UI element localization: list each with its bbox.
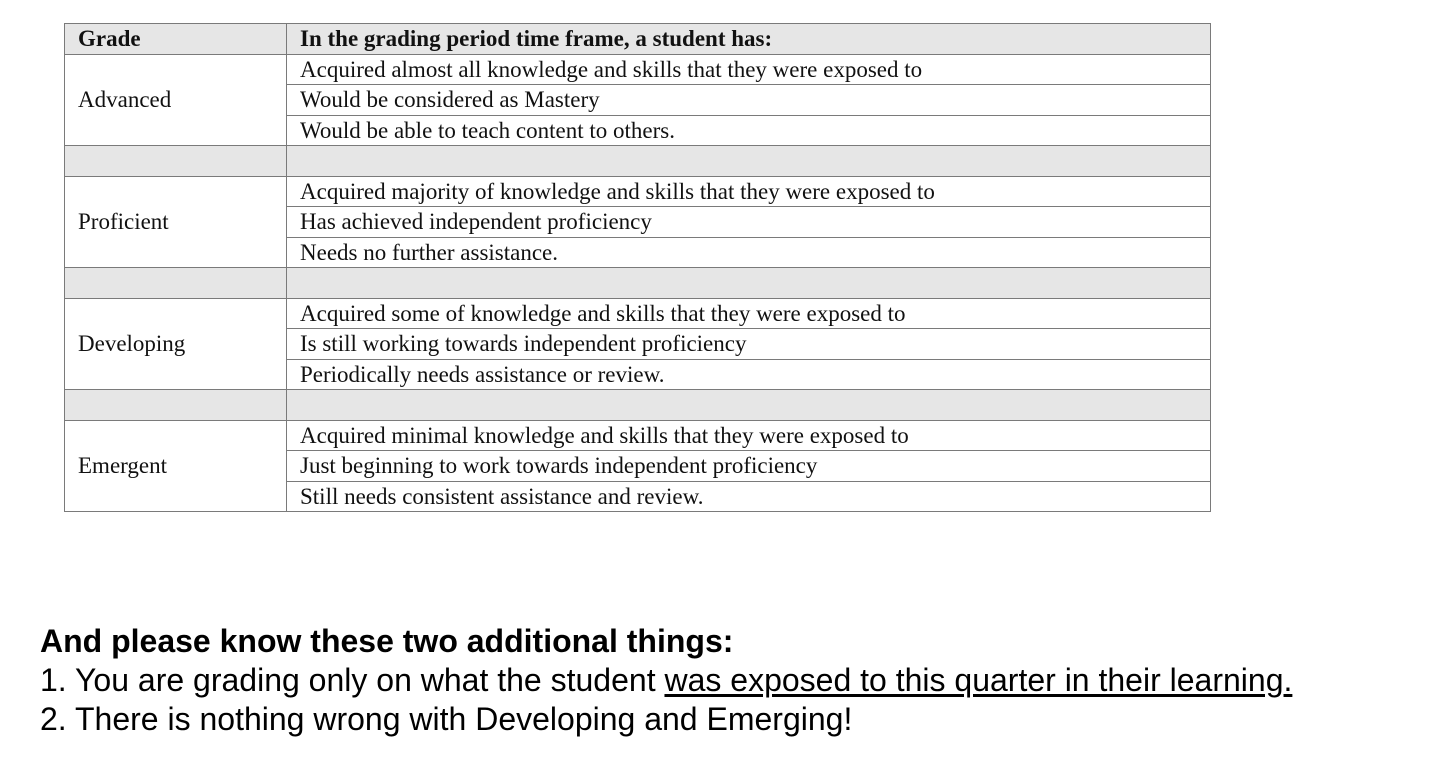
spacer-cell: [287, 390, 1211, 421]
grading-rubric-table: [64, 23, 1211, 512]
table-row: [65, 298, 1211, 329]
note-item-1-underlined: was exposed to this quarter in their learning.: [664, 662, 1293, 698]
spacer-cell: [65, 268, 287, 299]
notes-heading: And please know these two additional things:: [40, 623, 734, 659]
grade-column-header: Grade: [65, 24, 287, 55]
criteria-cell: Would be considered as Mastery: [287, 85, 1211, 116]
criteria-cell: Acquired some of knowledge and skills that they were exposed to: [287, 298, 1211, 329]
criteria-cell: Is still working towards independent proficiency: [287, 329, 1211, 360]
additional-notes: [40, 622, 1292, 739]
criteria-cell: Has achieved independent proficiency: [287, 207, 1211, 238]
criteria-column-header: In the grading period time frame, a student has:: [287, 24, 1211, 55]
spacer-row: [65, 390, 1211, 421]
table-header-row: [65, 24, 1211, 55]
table-row: [65, 420, 1211, 451]
spacer-row: [65, 146, 1211, 177]
table-row: [65, 176, 1211, 207]
criteria-cell: Needs no further assistance.: [287, 237, 1211, 268]
criteria-cell: Acquired almost all knowledge and skills that they were exposed to: [287, 54, 1211, 85]
grade-developing: Developing: [65, 298, 287, 390]
table-row: [65, 54, 1211, 85]
criteria-cell: Periodically needs assistance or review.: [287, 359, 1211, 390]
note-item-1-text: 1. You are grading only on what the student: [40, 662, 665, 698]
grade-proficient: Proficient: [65, 176, 287, 268]
grade-advanced: Advanced: [65, 54, 287, 146]
criteria-cell: Just beginning to work towards independent proficiency: [287, 451, 1211, 482]
criteria-cell: Acquired minimal knowledge and skills that they were exposed to: [287, 420, 1211, 451]
grade-emergent: Emergent: [65, 420, 287, 512]
spacer-cell: [65, 146, 287, 177]
note-item-2: 2. There is nothing wrong with Developing and Emerging!: [40, 701, 853, 737]
spacer-row: [65, 268, 1211, 299]
spacer-cell: [287, 146, 1211, 177]
criteria-cell: Would be able to teach content to others.: [287, 115, 1211, 146]
criteria-cell: Still needs consistent assistance and review.: [287, 481, 1211, 512]
criteria-cell: Acquired majority of knowledge and skills that they were exposed to: [287, 176, 1211, 207]
spacer-cell: [65, 390, 287, 421]
spacer-cell: [287, 268, 1211, 299]
note-item-1: [40, 661, 1292, 700]
